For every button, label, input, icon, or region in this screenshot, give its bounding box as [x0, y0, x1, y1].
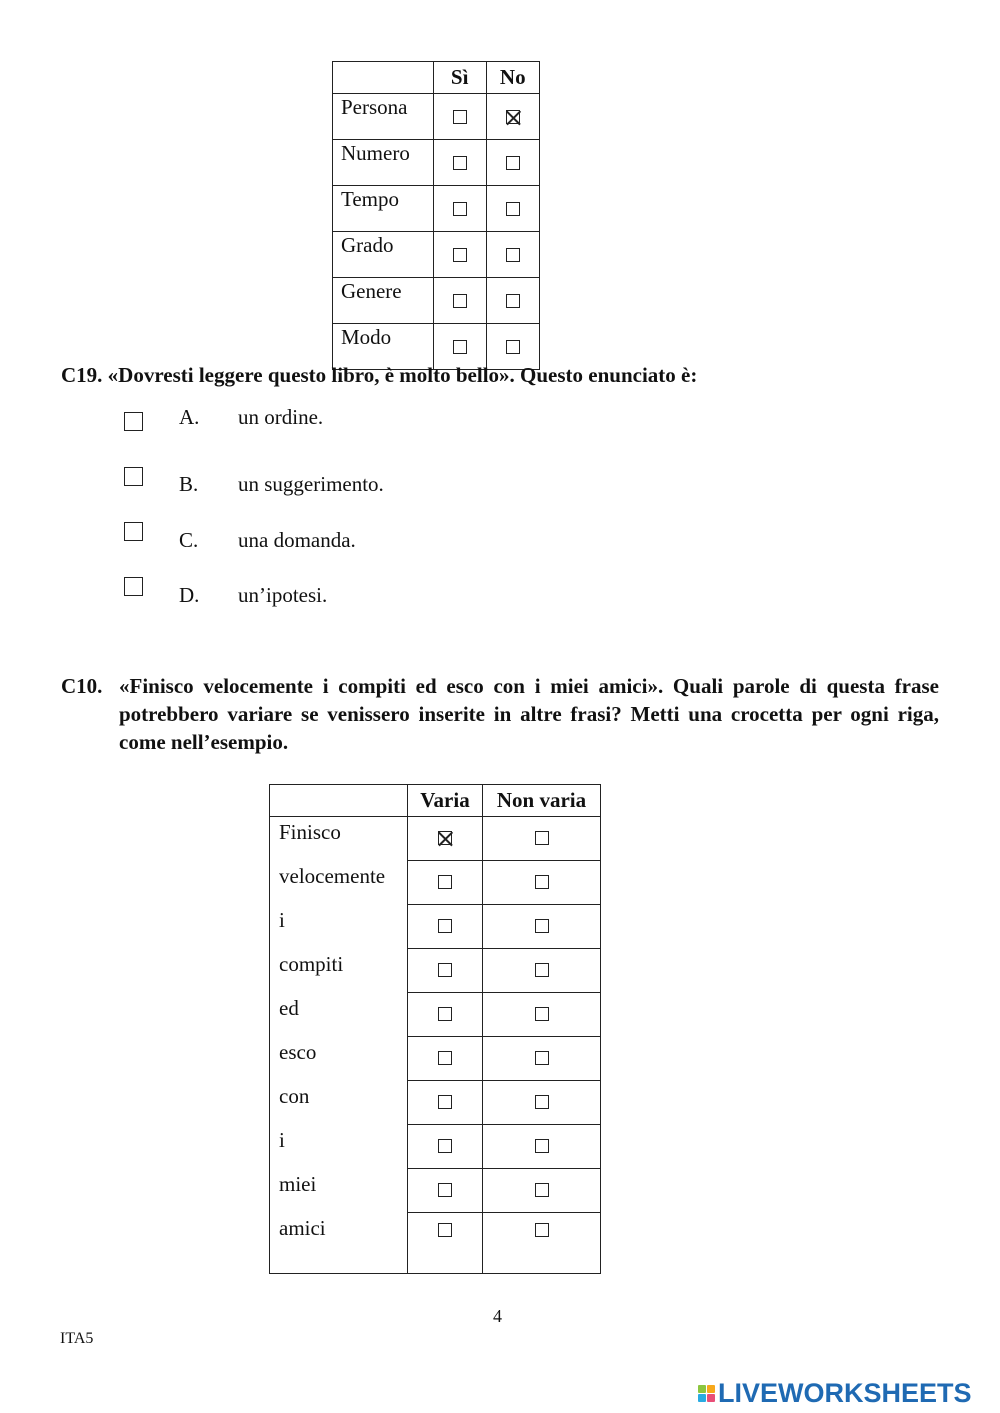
- checkbox-si[interactable]: [453, 248, 467, 262]
- row-label: Genere: [333, 278, 434, 324]
- checkbox-si[interactable]: [453, 110, 467, 124]
- checkbox-varia[interactable]: [438, 1223, 452, 1237]
- checkbox-varia[interactable]: [438, 1051, 452, 1065]
- checkbox-si[interactable]: [453, 202, 467, 216]
- table-row: [270, 1125, 601, 1169]
- table-row: [333, 94, 540, 140]
- word-label: amici: [270, 1213, 408, 1274]
- logo-wordmark: LIVEWORKSHEETS: [718, 1377, 972, 1408]
- word-variation-table: [269, 784, 601, 1274]
- table-row: [270, 1037, 601, 1081]
- question-c10-number: C10.: [61, 674, 103, 698]
- table-row: [333, 140, 540, 186]
- checkbox-si[interactable]: [453, 156, 467, 170]
- question-c10: [61, 672, 939, 756]
- checkbox-varia[interactable]: [438, 1183, 452, 1197]
- word-label: ed: [270, 993, 408, 1037]
- t2-header-non-varia: Non varia: [483, 785, 601, 817]
- word-label: miei: [270, 1169, 408, 1213]
- row-label: Modo: [333, 324, 434, 370]
- checkbox-non-varia[interactable]: [535, 919, 549, 933]
- checkbox-non-varia[interactable]: [535, 831, 549, 845]
- table-row: [270, 949, 601, 993]
- word-label: Finisco: [270, 817, 408, 861]
- table-row: [333, 232, 540, 278]
- checkbox-varia[interactable]: [438, 875, 452, 889]
- checkbox-varia[interactable]: [438, 1139, 452, 1153]
- checkbox-varia[interactable]: [438, 963, 452, 977]
- table-row: [270, 1081, 601, 1125]
- word-label: i: [270, 1125, 408, 1169]
- t1-header-si: Sì: [433, 62, 486, 94]
- table-row: [270, 817, 601, 861]
- option-letter: C.: [179, 528, 199, 552]
- checkbox-non-varia[interactable]: [535, 1183, 549, 1197]
- question-c10-text: «Finisco velocemente i compiti ed esco con i miei amici». Quali parole di questa frase potrebbero variare se venissero inserite in altre frasi? Metti una crocetta per ogni riga, come nell’esempio.: [119, 674, 939, 754]
- page-number: 4: [493, 1306, 502, 1326]
- checkbox-varia[interactable]: [438, 1095, 452, 1109]
- checkbox-non-varia[interactable]: [535, 875, 549, 889]
- checkbox-non-varia[interactable]: [535, 1007, 549, 1021]
- checkbox-si[interactable]: [453, 294, 467, 308]
- table-row: [333, 278, 540, 324]
- checkbox-no[interactable]: [506, 202, 520, 216]
- table-row: [270, 1213, 601, 1274]
- checkbox-non-varia[interactable]: [535, 1139, 549, 1153]
- checkbox-non-varia[interactable]: [535, 1223, 549, 1237]
- t2-header-empty: [270, 785, 408, 817]
- checkbox-si[interactable]: [453, 340, 467, 354]
- option-b-checkbox[interactable]: [124, 467, 143, 486]
- t2-header-varia: Varia: [408, 785, 483, 817]
- row-label: Persona: [333, 94, 434, 140]
- liveworksheets-logo: [698, 1378, 972, 1408]
- option-text: un suggerimento.: [238, 472, 384, 496]
- option-letter: D.: [179, 583, 200, 607]
- word-label: con: [270, 1081, 408, 1125]
- t1-header-empty: [333, 62, 434, 94]
- option-c-checkbox[interactable]: [124, 522, 143, 541]
- checkbox-no[interactable]: [506, 248, 520, 262]
- option-text: una domanda.: [238, 528, 356, 552]
- word-label: compiti: [270, 949, 408, 993]
- option-d-checkbox[interactable]: [124, 577, 143, 596]
- row-label: Numero: [333, 140, 434, 186]
- option-letter: B.: [179, 472, 199, 496]
- table-row: [270, 861, 601, 905]
- question-c19-text: C19. «Dovresti leggere questo libro, è molto bello». Questo enunciato è:: [61, 363, 698, 387]
- option-letter: A.: [179, 405, 200, 429]
- document-code: ITA5: [60, 1330, 94, 1347]
- logo-grid-icon: [698, 1385, 715, 1402]
- checkbox-no[interactable]: [506, 340, 520, 354]
- table-row: [270, 905, 601, 949]
- word-label: velocemente: [270, 861, 408, 905]
- checkbox-no[interactable]: [506, 294, 520, 308]
- person-number-table: [332, 61, 540, 370]
- checkbox-no[interactable]: [506, 110, 520, 124]
- option-text: un ordine.: [238, 405, 324, 429]
- row-label: Grado: [333, 232, 434, 278]
- checkbox-varia[interactable]: [438, 831, 452, 845]
- checkbox-non-varia[interactable]: [535, 1095, 549, 1109]
- option-text: un’ipotesi.: [238, 583, 328, 607]
- table-row: [270, 993, 601, 1037]
- checkbox-non-varia[interactable]: [535, 1051, 549, 1065]
- checkbox-varia[interactable]: [438, 1007, 452, 1021]
- word-label: esco: [270, 1037, 408, 1081]
- t1-header-no: No: [486, 62, 539, 94]
- option-a-checkbox[interactable]: [124, 412, 143, 431]
- checkbox-varia[interactable]: [438, 919, 452, 933]
- row-label: Tempo: [333, 186, 434, 232]
- table-row: [270, 1169, 601, 1213]
- table-row: [333, 186, 540, 232]
- word-label: i: [270, 905, 408, 949]
- checkbox-non-varia[interactable]: [535, 963, 549, 977]
- checkbox-no[interactable]: [506, 156, 520, 170]
